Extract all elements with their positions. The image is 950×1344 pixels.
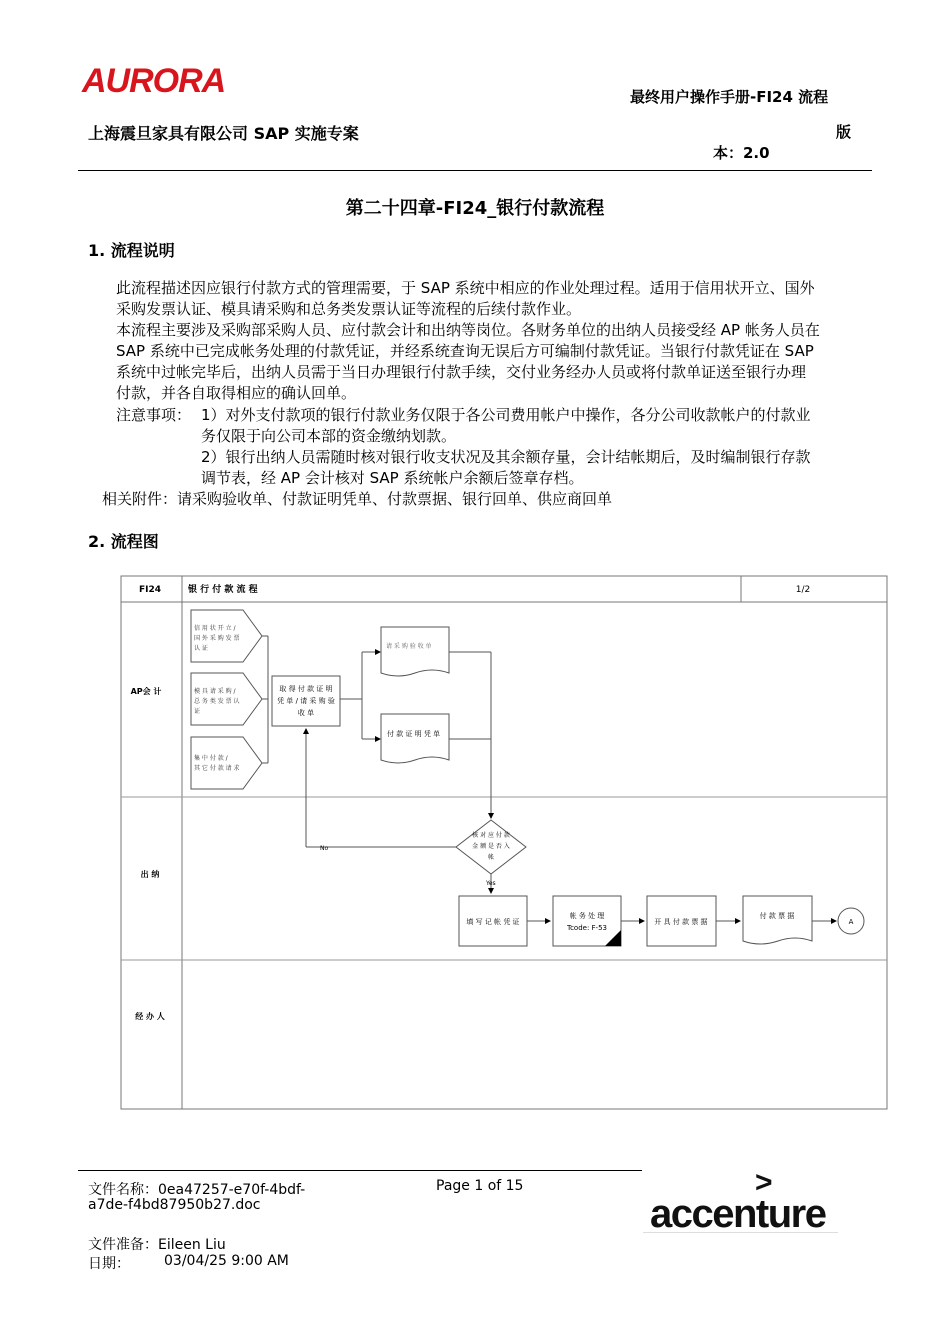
paragraph-line: SAP 系统中已完成帐务处理的付款凭证，并经系统查询无误后方可编制付款凭证。当银行付款凭证在 SAP [116, 342, 814, 360]
decision-text: 帐 [487, 854, 495, 861]
lane-cashier: 出 纳 [140, 870, 160, 879]
process-text: 填 写 记 帐 凭 证 [466, 918, 520, 926]
logo-underline [643, 1232, 838, 1233]
note-2-line: 调节表，经 AP 会计核对 SAP 系统帐户余额后签章存档。 [201, 469, 584, 487]
process-text: Tcode: F-53 [566, 924, 608, 932]
lane-ap: AP会 计 [130, 687, 162, 696]
input-text: 模 具 请 采 购 / [194, 688, 236, 695]
no-label: No [320, 845, 329, 852]
footer-divider [78, 1170, 642, 1171]
note-1-line: 务仅限于向公司本部的资金缴纳划款。 [201, 427, 457, 445]
input-central-payment [191, 737, 262, 789]
company-name: 上海震旦家具有限公司 SAP 实施专案 [88, 124, 359, 143]
note-1-line: 1）对外支付款项的银行付款业务仅限于各公司费用帐户中操作，各分公司收款帐户的付款业 [201, 406, 811, 424]
flow-title: 银 行 付 款 流 程 [188, 585, 258, 595]
input-text: 总 务 类 发 票 认 [194, 698, 240, 705]
paragraph-line: 采购发票认证、模具请采购和总务类发票认证等流程的后续付款作业。 [116, 300, 582, 318]
accenture-logo: accenture [650, 1192, 826, 1236]
input-text: 国 外 采 购 发 票 [194, 635, 240, 642]
footer-date-value: 03/04/25 9:00 AM [164, 1253, 289, 1269]
document-text: 付 款 票 据 [759, 912, 795, 920]
document-title: 最终用户操作手册-FI24 流程 [630, 88, 829, 106]
lane-handler: 经 办 人 [135, 1012, 165, 1021]
process-text: 凭 单 / 请 采 购 验 [277, 697, 335, 705]
decision-text: 金 额 是 否 入 [472, 843, 510, 850]
document-payment-bill [743, 896, 812, 944]
notes-label: 注意事项： [116, 406, 192, 424]
document-text: 付 款 证 明 凭 单 [387, 730, 441, 738]
input-text: 集 中 付 款 / [194, 755, 228, 762]
section-1-heading: 1. 流程说明 [88, 241, 175, 260]
process-posting [553, 896, 621, 946]
document-text: 请 采 购 验 收 单 [386, 643, 432, 650]
accenture-mark: > [755, 1166, 773, 1199]
paragraph-line: 此流程描述因应银行付款方式的管理需要，于 SAP 系统中相应的作业处理过程。适用于信用状开立、国外 [116, 279, 815, 297]
document-voucher [381, 714, 449, 763]
paragraph-line: 付款，并各自取得相应的确认回单。 [116, 384, 357, 402]
decision-text: 核 对 应 付 款 [472, 832, 510, 839]
footer-date-label: 日期： [88, 1256, 130, 1272]
input-text: 其 它 付 款 请 求 [194, 765, 240, 772]
footer-page-number: Page 1 of 15 [436, 1178, 524, 1194]
note-2-line: 2）银行出纳人员需随时核对银行收支状况及其余额存量，会计结帐期后，及时编制银行存款 [201, 448, 811, 466]
input-text: 证 [194, 708, 201, 715]
paragraph-line: 本流程主要涉及采购部采购人员、应付款会计和出纳等岗位。各财务单位的出纳人员接受经 AP 帐务人员在 [116, 321, 820, 339]
process-text: 帐 务 处 理 [569, 912, 605, 920]
process-text: 开 具 付 款 票 据 [654, 918, 708, 926]
chapter-title: 第二十四章-FI24_银行付款流程 [345, 198, 605, 219]
flow-page: 1/2 [795, 585, 811, 595]
footer-prepared-by: 文件准备：Eileen Liu [88, 1237, 226, 1253]
section-2-heading: 2. 流程图 [88, 532, 159, 551]
connector-text: A [848, 918, 854, 926]
attachments-line: 相关附件：请采购验收单、付款证明凭单、付款票据、银行回单、供应商回单 [102, 490, 613, 508]
input-text: 信 用 状 开 立 / [194, 625, 236, 632]
document-receipt [381, 627, 449, 676]
paragraph-line: 系统中过帐完毕后，出纳人员需于当日办理银行付款手续，交付业务经办人员或将付款单证送至银行办理 [116, 363, 807, 381]
yes-label: Yes [486, 880, 496, 887]
process-text: 收 单 [297, 709, 315, 717]
flow-code: FI24 [138, 585, 162, 595]
aurora-logo: AURORA [82, 62, 226, 100]
process-text: 取 得 付 款 证 明 [279, 685, 333, 693]
version-value: 本：2.0 [713, 144, 770, 162]
footer-file-name: 文件名称：0ea47257-e70f-4bdf- [88, 1182, 306, 1198]
input-text: 认 证 [194, 645, 208, 652]
footer-file-name: a7de-f4bd87950b27.doc [88, 1197, 261, 1213]
version-label: 版 [836, 123, 852, 141]
